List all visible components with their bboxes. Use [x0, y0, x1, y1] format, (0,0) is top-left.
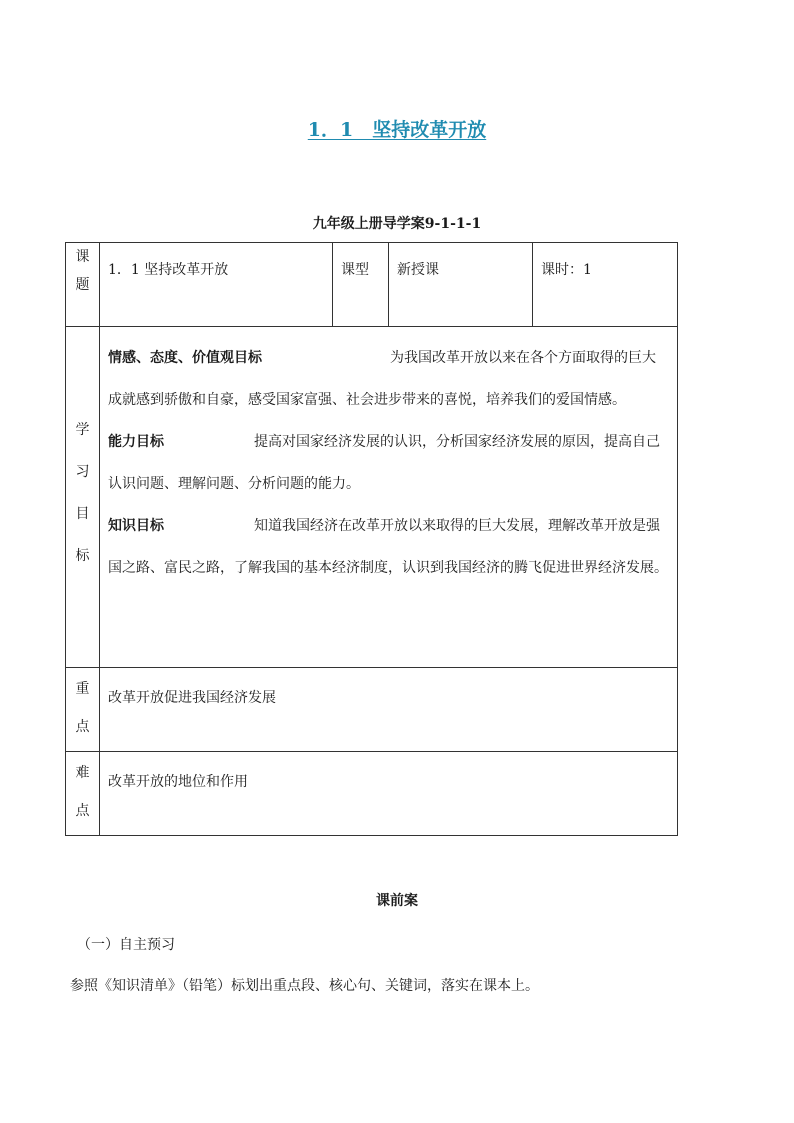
topic-row — [66, 243, 678, 327]
key-point-label: 重 点 — [66, 668, 100, 752]
goals-row — [66, 327, 678, 668]
emotion-goal-title: 情感、态度、价值观目标 — [108, 350, 262, 366]
emotion-goal-text: 为我国改革开放以来在各个方面取得的巨大成就感到骄傲和自豪，感受国家富强、社会进步带来的喜悦，培养我们的爱国情感。 — [108, 350, 656, 408]
page-subtitle: 九年级上册导学案9-1-1-1 — [312, 216, 482, 232]
self-study-heading: （一）自主预习 — [77, 937, 175, 953]
difficulty-label: 难 点 — [66, 752, 100, 836]
goals-cell — [100, 327, 678, 668]
ability-goal-text: 提高对国家经济发展的认识，分析国家经济发展的原因，提高自己认识问题、理解问题、分析问题的能力。 — [108, 434, 660, 492]
self-study-instruction: 参照《知识清单》（铅笔）标划出重点段、核心句、关键词，落实在课本上。 — [70, 978, 539, 994]
knowledge-goal-text: 知道我国经济在改革开放以来取得的巨大发展，理解改革开放是强国之路、富民之路，了解我国的基本经济制度，认识到我国经济的腾飞促进世界经济发展。 — [108, 518, 668, 576]
key-point-cell: 改革开放促进我国经济发展 — [100, 668, 678, 752]
goals-label: 学 习 目 标 — [66, 327, 100, 668]
ability-goal-title: 能力目标 — [108, 434, 164, 450]
type-value: 新授课 — [389, 243, 533, 327]
type-label: 课型 — [333, 243, 389, 327]
lesson-plan-table — [65, 242, 678, 836]
hours-cell: 课时：1 — [533, 243, 678, 327]
section-title: 课前案 — [376, 893, 418, 909]
topic-label: 课 题 — [66, 243, 100, 327]
topic-cell: 1．1 坚持改革开放 — [100, 243, 333, 327]
key-point-row — [66, 668, 678, 752]
knowledge-goal-title: 知识目标 — [108, 518, 164, 534]
difficulty-cell: 改革开放的地位和作用 — [100, 752, 678, 836]
page-title: 1．1 坚持改革开放 — [307, 119, 487, 141]
difficulty-row — [66, 752, 678, 836]
